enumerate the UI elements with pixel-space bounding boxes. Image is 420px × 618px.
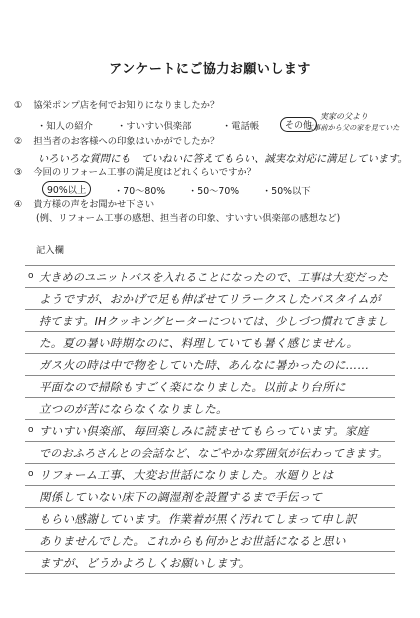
question-2 bbox=[14, 136, 219, 148]
memo-field bbox=[25, 266, 395, 590]
memo-line: た。夏の暑い時期なのに、料理していても暑く感じません。 bbox=[39, 336, 359, 350]
option-70-80: ・70〜80% bbox=[114, 186, 166, 197]
memo-line: ようですが、おかげで足も伸ばせてリラークスしたバスタイムが bbox=[39, 292, 381, 306]
question-4-example: (例、リフォーム工事の感想、担当者の印象、すいすい倶楽部の感想など) bbox=[36, 213, 341, 224]
bullet-dot: o bbox=[28, 469, 34, 479]
memo-line: ガス火の時は中で物をしていた時、あんなに暑かったのに…… bbox=[39, 358, 370, 372]
question-4 bbox=[14, 199, 154, 211]
option-acquaintance: ・知人の紹介 bbox=[37, 121, 93, 132]
other-answer-line1: 実家の父より bbox=[320, 112, 368, 121]
option-other: その他 bbox=[280, 117, 317, 132]
memo-heading: 記入欄 bbox=[36, 245, 64, 256]
memo-line: 立つのが苦にならなくなりました。 bbox=[39, 402, 228, 416]
question-text: 協栄ポンプ店を何でお知りになりましたか？ bbox=[33, 100, 220, 111]
memo-line: 持てます。IHクッキングヒーターについては、少しづつ慣れてきまし bbox=[39, 315, 389, 328]
memo-line: リフォーム工事、大変お世話になりました。水廻りとは bbox=[39, 468, 334, 482]
question-text: 貴方様の声をお聞かせ下さい bbox=[33, 199, 155, 210]
memo-line: 平面なので掃除もすごく楽になりました。以前より台所に bbox=[39, 380, 346, 394]
memo-line: 関係していない床下の調湿剤を設置するまで手伝って bbox=[39, 490, 323, 504]
option-under-50: ・50%以下 bbox=[262, 186, 311, 197]
memo-line: すいすい倶楽部、毎回楽しみに読ませてもらっています。家庭 bbox=[39, 424, 369, 438]
question-number: ③ bbox=[14, 167, 23, 178]
survey-title: アンケートにご協力お願いします bbox=[109, 62, 311, 77]
option-90-or-more: 90%以上 bbox=[42, 181, 91, 197]
memo-line: 大きめのユニットバスを入れることになったので、工事は大変だった bbox=[39, 271, 389, 284]
question-number: ② bbox=[14, 136, 23, 147]
memo-line: もらい感謝しています。作業着が黒く汚れてしまって申し訳 bbox=[39, 512, 357, 526]
memo-line: ますが、どうかよろしくお願いします。 bbox=[39, 556, 251, 570]
question-number: ① bbox=[14, 100, 23, 111]
bullet-dot: o bbox=[28, 425, 34, 435]
question-text: 今回のリフォーム工事の満足度はどれくらいですか？ bbox=[33, 167, 256, 178]
question-1 bbox=[14, 100, 219, 112]
option-phonebook: ・電話帳 bbox=[222, 121, 260, 132]
option-suisui-club: ・すいすい倶楽部 bbox=[117, 121, 192, 132]
other-answer-line2: 工事前から父の家を見ていた bbox=[306, 123, 400, 132]
bullet-dot: o bbox=[28, 271, 34, 281]
memo-line: でのおふろさんとの会話など、なごやかな雰囲気が伝わってきます。 bbox=[39, 447, 389, 460]
memo-line: ありませんでした。これからも何かとお世話になると思い bbox=[39, 534, 346, 548]
question-3 bbox=[14, 167, 256, 179]
question-number: ④ bbox=[14, 199, 23, 210]
impression-answer: いろいろな質問にも ていねいに答えてもらい、誠実な対応に満足しています。 bbox=[38, 153, 408, 165]
option-50-70: ・50〜70% bbox=[188, 186, 240, 197]
question-text: 担当者のお客様への印象はいかがでしたか？ bbox=[33, 136, 220, 147]
